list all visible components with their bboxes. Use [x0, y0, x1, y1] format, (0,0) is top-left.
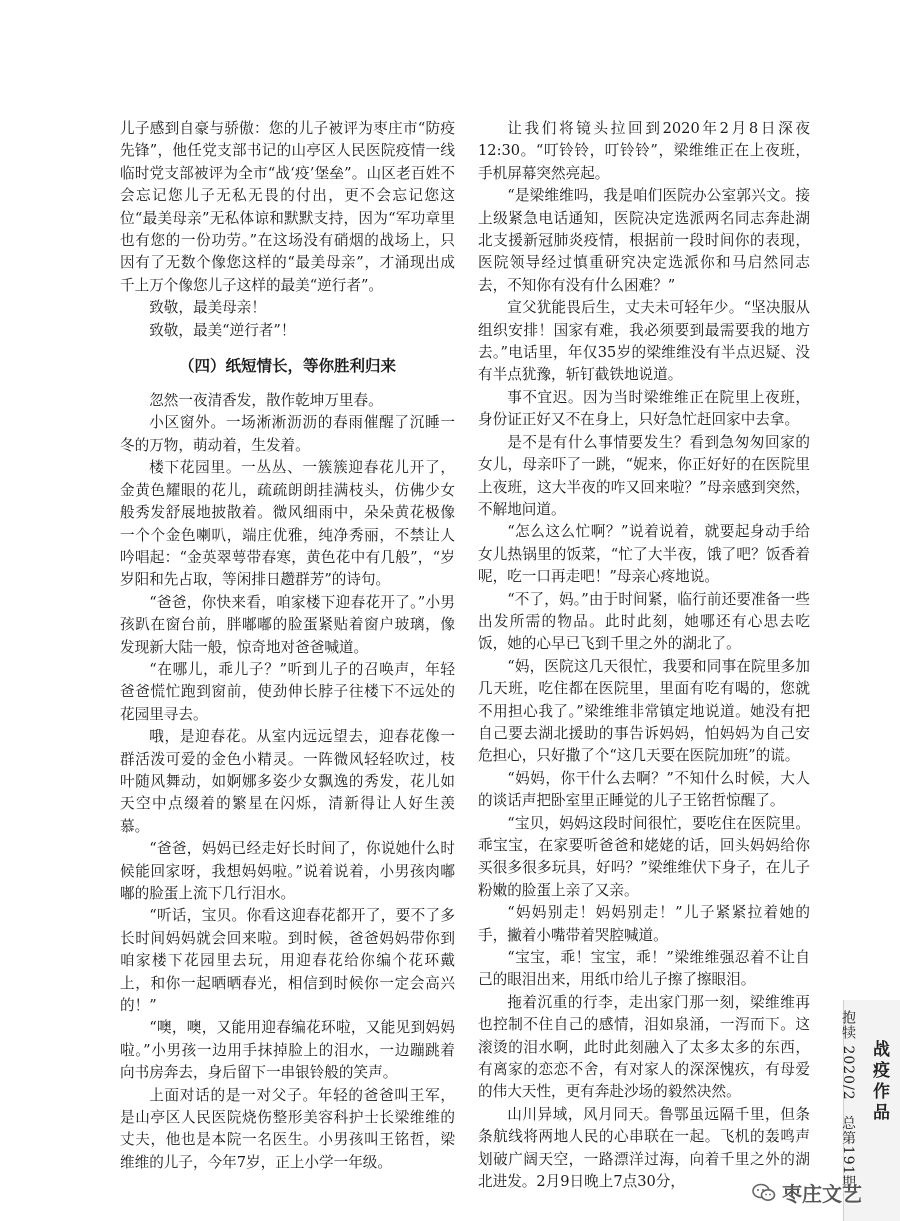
paragraph: “妈妈别走！妈妈别走！”儿子紧紧拉着她的手，撇着小嘴带着哭腔喊道。 — [478, 904, 810, 944]
paragraph: 拖着沉重的行李，走出家门那一刻，梁维维再也控制不住自己的感情，泪如泉涌，一泻而下。这滚烫的泪水啊，此时此刻融入了太多太多的东西，有离家的恋恋不舍，有对家人的深深愧疚，有母爱的伟大天性，更有奔赴沙场的毅然决然。 — [478, 993, 810, 1101]
paragraph: 让我们将镜头拉回到2020年2月8日深夜12:30。“叮铃铃，叮铃铃”，梁维维正在上夜班，手机屏幕突然亮起。 — [478, 120, 810, 182]
paragraph: 是不是有什么事情要发生？看到急匆匆回家的女儿，母亲吓了一跳，“妮来，你正好好的在医院里上夜班，这大半夜的咋又回来啦？”母亲感到突然，不解地问道。 — [478, 433, 810, 518]
paragraph: “是梁维维吗，我是咱们医院办公室郭兴文。接上级紧急电话通知，医院决定选派两名同志奔赴湖北支援新冠肺炎疫情，根据前一段时间你的表现，医院领导经过慎重研究决定选派你和马启然同志去，不知你有没有什么困难？” — [478, 187, 810, 294]
paragraph: 小区窗外。一场淅淅沥沥的春雨催醒了沉睡一冬的万物，萌动着，生发着。 — [120, 414, 455, 454]
paragraph: 致敬，最美母亲！ — [149, 299, 266, 317]
paragraph: 楼下花园里。一丛丛、一簇簇迎春花儿开了，金黄色耀眼的花儿，疏疏朗朗挂满枝头，仿佛少女般秀发舒展地披散着。微风细雨中，朵朵黄花极像一个个金色喇叭，端庄优雅，纯净秀丽，不禁让人吟唱起：“金英翠萼带春寒，黄色花中有几般”，“岁岁阳和先占取，等闲排日趱群芳”的诗句。 — [120, 459, 455, 589]
paragraph: “听话，宝贝。你看这迎春花都开了，要不了多长时间妈妈就会回来啦。到时候，爸爸妈妈带你到咱家楼下花园里去玩，用迎春花给你编个花环戴上，和你一起晒晒春光，相信到时候你一定会高兴的！” — [120, 907, 455, 1015]
paragraph: “妈妈，你干什么去啊？”不知什么时候，大人的谈话声把卧室里正睡觉的儿子王铭哲惊醒了。 — [478, 769, 810, 810]
issue-label: 抱犊 2020/2 总第191期 — [840, 1010, 856, 1191]
paragraph: “爸爸，妈妈已经走好长时间了，你说她什么时候能回家呀，我想妈妈啦。”说着说着，小男孩肉嘟嘟的脸蛋上流下几行泪水。 — [120, 840, 455, 902]
paragraph: 事不宜迟。因为当时梁维维正在院里上夜班，身份证正好又不在身上，只好急忙赶回家中去拿。 — [478, 388, 810, 429]
paragraph: “噢，噢，又能用迎春编花环啦，又能见到妈妈啦。”小男孩一边用手抹掉脸上的泪水，一边蹦跳着向书房奔去，身后留下一串银铃般的笑声。 — [120, 1019, 455, 1082]
section-heading: （四）纸短情长，等你胜利归来 — [178, 357, 396, 376]
wechat-icon — [752, 1183, 776, 1203]
paragraph: “爸爸，你快来看，咱家楼下迎春花开了。”小男孩趴在窗台前，胖嘟嘟的脸蛋紧贴着窗户玻璃，像发现新大陆一般，惊奇地对爸爸喊道。 — [120, 593, 455, 656]
paragraph: 上面对话的是一对父子。年轻的爸爸叫王军，是山亭区人民医院烧伤整形美容科护士长梁维维的丈夫，他也是本院一名医生。小男孩叫王铭哲，梁维维的儿子，今年7岁，正上小学一年级。 — [120, 1086, 455, 1171]
section-title: 战疫作品 — [869, 1040, 889, 1124]
paragraph: 致敬，最美“逆行者”！ — [149, 321, 296, 339]
paragraph: “妈，医院这几天很忙，我要和同事在院里多加几天班，吃住都在医院里，里面有吃有喝的，您就不用担心我了。”梁维维非常镇定地说道。她没有把自己要去湖北援助的事告诉妈妈，怕妈妈为自己安危担心，只好撒了个“这几天要在医院加班”的谎。 — [478, 657, 810, 765]
paragraph: “在哪儿，乖儿子？”听到儿子的召唤声，年轻爸爸慌忙跑到窗前，使劲伸长脖子往楼下不远处的花园里寻去。 — [120, 660, 455, 723]
paragraph: “宝宝，乖！宝宝，乖！”梁维维强忍着不让自己的眼泪出来，用纸巾给儿子擦了擦眼泪。 — [478, 949, 810, 989]
paragraph: 哦，是迎春花。从室内远远望去，迎春花像一群活泼可爱的金色小精灵。一阵微风轻轻吹过，枝叶随风舞动，如婀娜多姿少女飘逸的秀发，花儿如天空中点缀着的繁星在闪烁，清新得让人好生羡慕。 — [120, 728, 455, 835]
paragraph: “怎么这么忙啊？”说着说着，就要起身动手给女儿热锅里的饭菜，“忙了大半夜，饿了吧？饭香着呢，吃一口再走吧！”母亲心疼地说。 — [478, 523, 810, 586]
watermark-text: 枣庄文艺 — [782, 1182, 862, 1206]
paragraph: 山川异域，风月同天。鲁鄂虽远隔千里，但条条航线将两地人民的心串联在一起。飞机的轰鸣声划破广阔天空，一路漂洋过海，向着千里之外的湖北进发。2月9日晚上7点30分， — [478, 1105, 810, 1191]
watermark — [752, 1178, 862, 1207]
paragraph: “不了，妈。”由于时间紧，临行前还要准备一些出发所需的物品。此时此刻，她哪还有心思去吃饭，她的心早已飞到千里之外的湖北了。 — [478, 590, 810, 653]
paragraph: 宣父犹能畏后生，丈夫未可轻年少。“坚决服从组织安排！国家有难，我必须要到最需要我的地方去。”电话里，年仅35岁的梁维维没有半点迟疑、没有半点犹豫，斩钉截铁地说道。 — [478, 299, 810, 384]
paragraph: 儿子感到自豪与骄傲：您的儿子被评为枣庄市“防疫先锋”，他任党支部书记的山亭区人民医院疫情一线临时党支部被评为全市“战‘疫’堡垒”。山区老百姓不会忘记您儿子无私无畏的付出，更不会忘记您这位“最美母亲”无私体谅和默默支持，因为“军功章里也有您的一份功劳。”在这场没有硝烟的战场上，只因有了无数个像您这样的“最美母亲”，才涌现出成千上万个像您儿子这样的最美“逆行者”。 — [120, 120, 455, 294]
right-column — [478, 118, 810, 1194]
paragraph: 忽然一夜清香发，散作乾坤万里春。 — [149, 392, 383, 410]
left-column — [120, 118, 455, 1174]
paragraph: “宝贝，妈妈这段时间很忙，要吃住在医院里。乖宝宝，在家要听爸爸和姥姥的话，回头妈妈给你买很多很多玩具，好吗？”梁维维伏下身子，在儿子粉嫩的脸蛋上亲了又亲。 — [478, 814, 810, 899]
